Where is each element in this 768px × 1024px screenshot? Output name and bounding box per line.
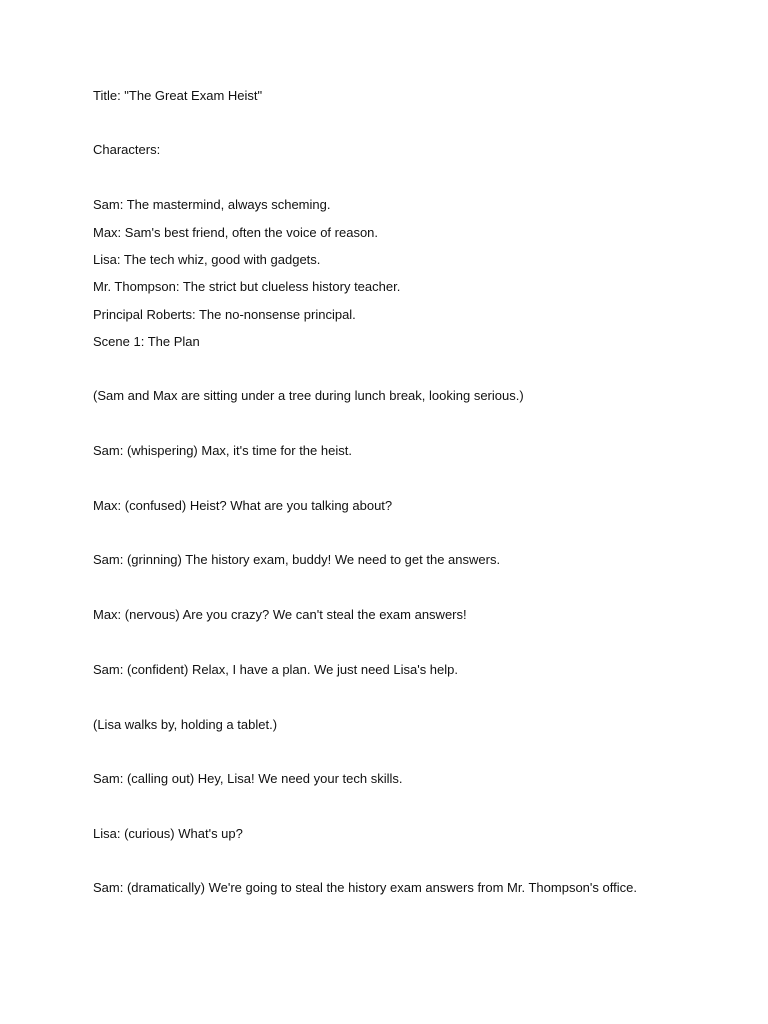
stage-direction: (Lisa walks by, holding a tablet.) (93, 717, 278, 732)
dialogue-line: Sam: (confident) Relax, I have a plan. We just need Lisa's help. (93, 662, 458, 677)
character-principal-roberts: Principal Roberts: The no-nonsense principal. (93, 307, 356, 322)
document-title: Title: "The Great Exam Heist" (93, 88, 263, 103)
dialogue-line: Sam: (grinning) The history exam, buddy! We need to get the answers. (93, 552, 501, 567)
dialogue-line: Max: (confused) Heist? What are you talking about? (93, 498, 393, 513)
characters-heading: Characters: (93, 142, 161, 157)
character-sam: Sam: The mastermind, always scheming. (93, 197, 331, 212)
scene-heading: Scene 1: The Plan (93, 334, 200, 349)
dialogue-line: Sam: (whispering) Max, it's time for the heist. (93, 443, 352, 458)
dialogue-line: Sam: (dramatically) We're going to steal the history exam answers from Mr. Thompson's office. (93, 880, 637, 895)
dialogue-line: Sam: (calling out) Hey, Lisa! We need your tech skills. (93, 771, 403, 786)
character-mr-thompson: Mr. Thompson: The strict but clueless history teacher. (93, 279, 401, 294)
dialogue-line: Lisa: (curious) What's up? (93, 826, 243, 841)
stage-direction: (Sam and Max are sitting under a tree during lunch break, looking serious.) (93, 388, 524, 403)
dialogue-line: Max: (nervous) Are you crazy? We can't steal the exam answers! (93, 607, 467, 622)
character-max: Max: Sam's best friend, often the voice of reason. (93, 225, 379, 240)
character-lisa: Lisa: The tech whiz, good with gadgets. (93, 252, 321, 267)
